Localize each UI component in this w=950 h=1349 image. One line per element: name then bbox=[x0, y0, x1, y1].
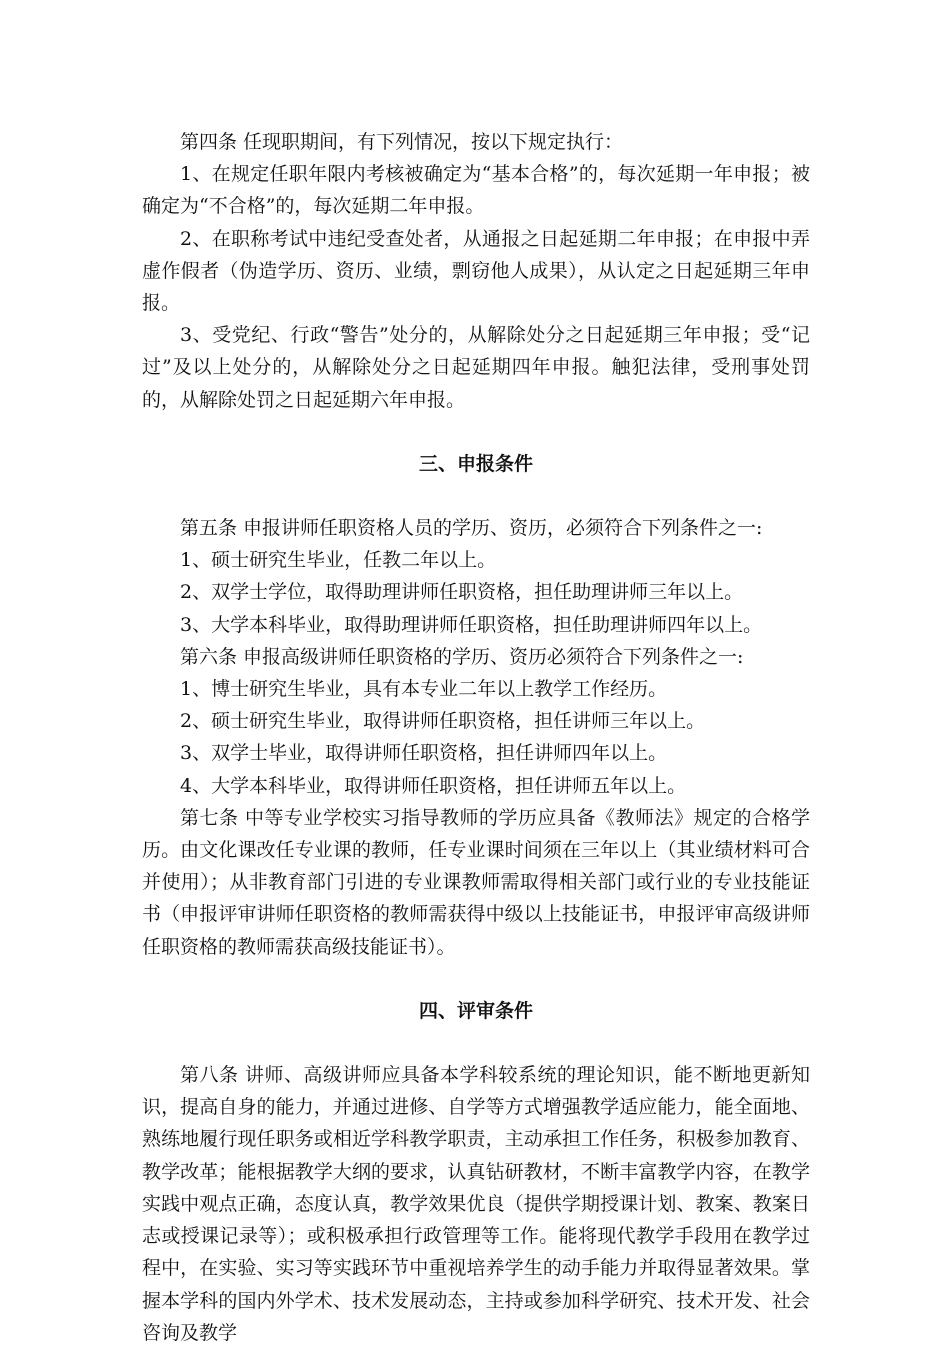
article-6-item-3: 3、双学士毕业，取得讲师任职资格，担任讲师四年以上。 bbox=[180, 742, 668, 765]
article-6-item-4: 4、大学本科毕业，取得讲师任职资格，担任讲师五年以上。 bbox=[180, 774, 687, 797]
article-4-item-3: 3、受党纪、行政“警告”处分的，从解除处分之日起延期三年申报；受“记过”及以上处分的，从解除处分之日起延期四年申报。触犯法律，受刑事处罚的，从解除处罚之日起延期六年申报。 bbox=[142, 324, 810, 411]
article-4-item-1: 1、在规定任职年限内考核被确定为“基本合格”的，每次延期一年申报；被确定为“不合格”的，每次延期二年申报。 bbox=[142, 163, 810, 218]
section-heading-three: 三、申报条件 bbox=[418, 452, 533, 475]
article-4-item-2: 2、在职称考试中违纪受查处者，从通报之日起延期二年申报；在申报中弄虚作假者（伪造学历、资历、业绩，剽窃他人成果），从认定之日起延期三年申报。 bbox=[142, 227, 810, 315]
section-heading-four: 四、评审条件 bbox=[418, 999, 533, 1022]
article-5-item-3: 3、大学本科毕业，取得助理讲师任职资格，担任助理讲师四年以上。 bbox=[180, 613, 763, 636]
article-5: 第五条 申报讲师任职资格人员的学历、资历，必须符合下列条件之一: bbox=[180, 517, 763, 540]
article-8: 第八条 讲师、高级讲师应具备本学科较系统的理论知识，能不断地更新知识，提高自身的能力，并通过进修、自学等方式增强教学适应能力，能全面地、熟练地履行现任职务或相近学科教学职责，主动承担工作任务，积极参加教育、教学改革；能根据教学大纲的要求，认真钻研教材，不断丰富教学内容，在教学实践中观点正确，态度认真，教学效果优良（提供学期授课计划、教案、教案日志或授课记录等）；或积极承担行政管理等工作。能将现代教学手段用在教学过程中，在实验、实习等实践环节中重视培养学生的动手能力并取得显著效果。掌握本学科的国内外学术、技术发展动态，主持或参加科学研究、技术开发、社会咨询及教学 bbox=[142, 1064, 810, 1344]
article-5-item-1: 1、硕士研究生毕业，任教二年以上。 bbox=[180, 549, 497, 572]
article-6-item-1: 1、博士研究生毕业，具有本专业二年以上教学工作经历。 bbox=[180, 678, 668, 701]
article-4: 第四条 任现职期间，有下列情况，按以下规定执行： bbox=[180, 131, 624, 153]
article-7: 第七条 中等专业学校实习指导教师的学历应具备《教师法》规定的合格学历。由文化课改任专业课的教师，任专业课时间须在三年以上（其业绩材料可合并使用）；从非教育部门引进的专业课教师需取得相关部门或行业的专业技能证书（申报评审讲师任职资格的教师需获得中级以上技能证书，申报评审高级讲师任职资格的教师需获高级技能证书）。 bbox=[142, 806, 810, 958]
article-6: 第六条 申报高级讲师任职资格的学历、资历必须符合下列条件之一: bbox=[180, 645, 744, 668]
article-6-item-2: 2、硕士研究生毕业，取得讲师任职资格，担任讲师三年以上。 bbox=[180, 710, 706, 733]
article-5-item-2: 2、双学士学位，取得助理讲师任职资格，担任助理讲师三年以上。 bbox=[180, 581, 744, 604]
document-page bbox=[142, 126, 810, 1349]
